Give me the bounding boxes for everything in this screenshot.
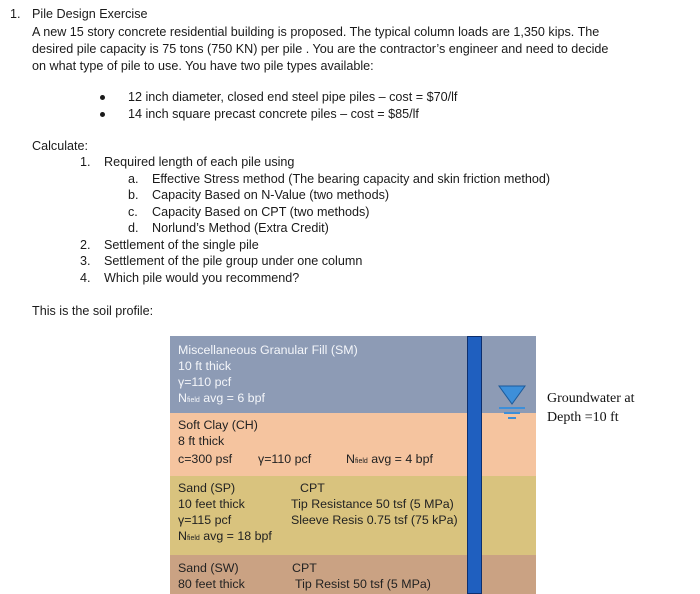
- layer-unit-weight: γ=115 pcf: [178, 513, 232, 527]
- layer-thickness: 80 feet thick: [178, 577, 245, 591]
- cpt-tip-resistance: Tip Resist 50 tsf (5 MPa): [295, 577, 431, 591]
- layer-n-value: Nfield avg = 18 bpf: [178, 529, 272, 543]
- groundwater-label-line1: Groundwater at: [547, 391, 635, 406]
- layer-name: Miscellaneous Granular Fill (SM): [178, 343, 358, 357]
- bullet-icon: [100, 95, 105, 100]
- task-number: 2.: [80, 238, 91, 252]
- layer-unit-weight: γ=110 pcf: [258, 452, 312, 466]
- layer-n-value: Nfield avg = 6 bpf: [178, 391, 265, 405]
- intro-paragraph: A new 15 story concrete residential building is proposed. The typical column loads are 1,350 kips. The desired pile capacity is 75 tons (750 KN) per pile . You are the contractor’s engineer and need to decide on what type of pile to use. You have two pile types available:: [32, 25, 609, 73]
- pile-type-text: 12 inch diameter, closed end steel pipe piles – cost = $70/lf: [128, 90, 458, 104]
- subtask-letter: b.: [128, 188, 139, 202]
- layer-thickness: 10 feet thick: [178, 497, 245, 511]
- task-number: 1.: [80, 155, 91, 169]
- layer-n-value: Nfield avg = 4 bpf: [346, 452, 433, 466]
- subtask-text: Effective Stress method (The bearing capacity and skin friction method): [152, 172, 551, 186]
- soil-profile-label: This is the soil profile:: [32, 304, 154, 318]
- groundwater-label-line2: Depth =10 ft: [547, 410, 619, 425]
- layer-thickness: 10 ft thick: [178, 359, 232, 373]
- subtask-text: Capacity Based on CPT (two methods): [152, 205, 370, 219]
- task-text: Settlement of the single pile: [104, 238, 259, 252]
- layer-cohesion: c=300 psf: [178, 452, 233, 466]
- task-text: Required length of each pile using: [104, 155, 295, 169]
- cpt-label: CPT: [300, 481, 325, 495]
- subtask-letter: a.: [128, 172, 139, 186]
- pile-type-text: 14 inch square precast concrete piles – cost = $85/lf: [128, 107, 419, 121]
- task-number: 4.: [80, 271, 91, 285]
- cpt-sleeve-resistance: Sleeve Resis 0.75 tsf (75 kPa): [291, 513, 458, 527]
- cpt-tip-resistance: Tip Resistance 50 tsf (5 MPa): [291, 497, 454, 511]
- exercise-title: Pile Design Exercise: [32, 7, 148, 21]
- subtask-letter: d.: [128, 221, 139, 235]
- subtask-letter: c.: [128, 205, 138, 219]
- layer-name: Sand (SW): [178, 561, 239, 575]
- layer-unit-weight: γ=110 pcf: [178, 375, 232, 389]
- layer-thickness: 8 ft thick: [178, 434, 225, 448]
- subtask-text: Capacity Based on N-Value (two methods): [152, 188, 390, 202]
- subtask-text: Norlund’s Method (Extra Credit): [152, 221, 329, 235]
- layer-name: Soft Clay (CH): [178, 418, 258, 432]
- task-text: Which pile would you recommend?: [104, 271, 300, 285]
- task-text: Settlement of the pile group under one column: [104, 254, 363, 268]
- calculate-label: Calculate:: [32, 139, 89, 153]
- task-number: 3.: [80, 254, 91, 268]
- layer-name: Sand (SP): [178, 481, 236, 495]
- groundwater-table-icon: [497, 384, 527, 424]
- exercise-number: 1.: [10, 7, 21, 21]
- bullet-icon: [100, 112, 105, 117]
- pile-shaft: [467, 336, 482, 594]
- cpt-label: CPT: [292, 561, 317, 575]
